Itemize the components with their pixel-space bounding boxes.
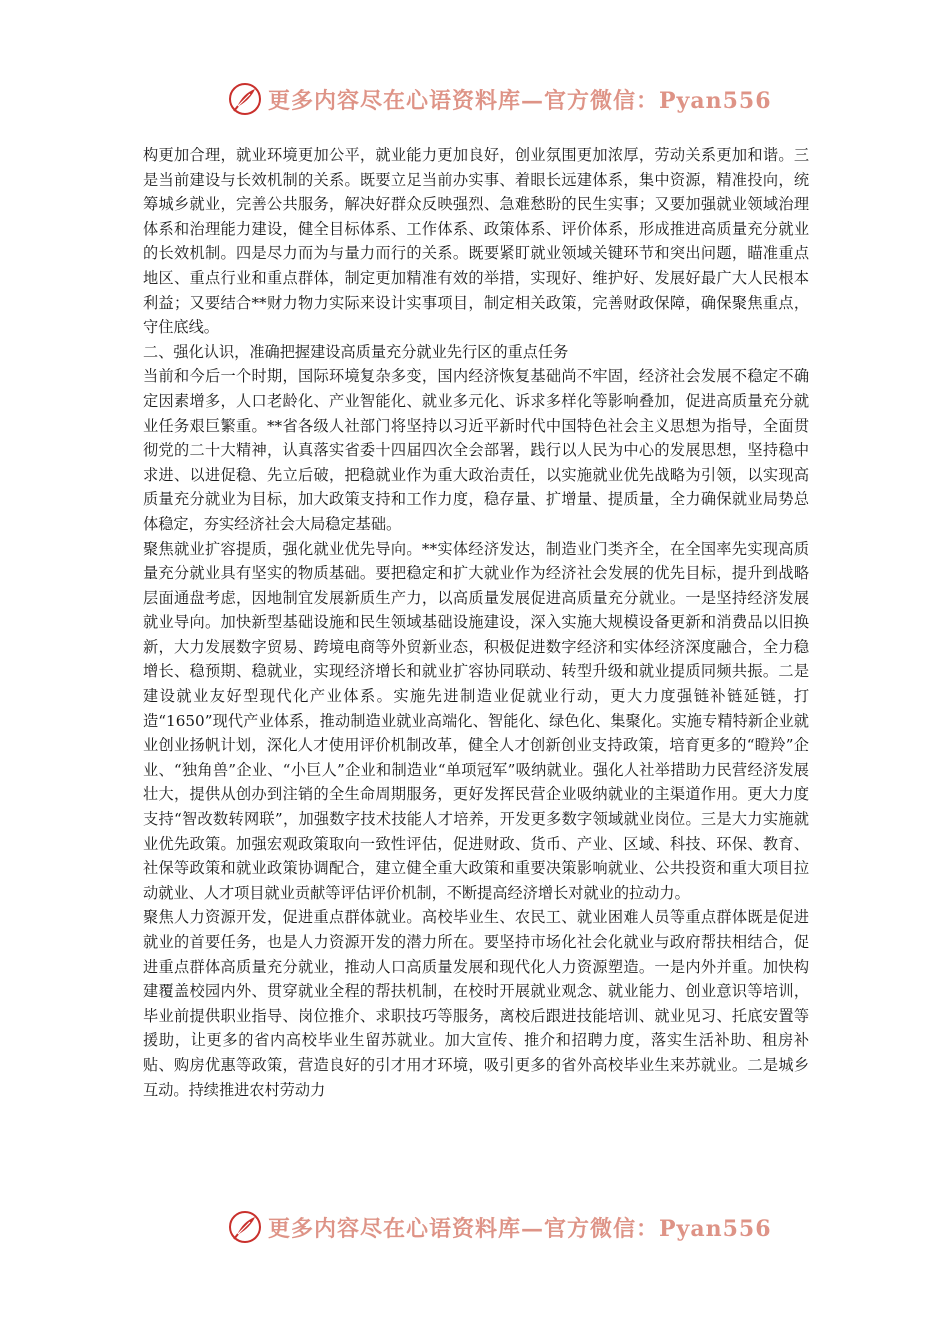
feather-pen-logo-icon [228, 82, 262, 116]
paragraph: 当前和今后一个时期，国际环境复杂多变，国内经济恢复基础尚不牢固，经济社会发展不稳定不确定因素增多，人口老龄化、产业智能化、就业多元化、诉求多样化等影响叠加，促进高质量充分就业任务艰巨繁重。**省各级人社部门将坚持以习近平新时代中国特色社会主义思想为指导，全面贯彻党的二十大精神，认真落实省委十四届四次全会部署，践行以人民为中心的发展思想，坚持稳中求进、以进促稳、先立后破，把稳就业作为重大政治责任，以实施就业优先战略为引领，以实现高质量充分就业为目标，加大政策支持和工作力度，稳存量、扩增量、提质量，全力确保就业局势总体稳定，夯实经济社会大局稳定基础。 [143, 367, 809, 533]
footer-banner [0, 1208, 950, 1248]
header-banner [0, 80, 950, 120]
paragraph: 构更加合理，就业环境更加公平，就业能力更加良好，创业氛围更加浓厚，劳动关系更加和谐。三是当前建设与长效机制的关系。既要立足当前办实事、着眼长远建体系，集中资源，精准投向，统筹城乡就业，完善公共服务，解决好群众反映强烈、急难愁盼的民生实事；又要加强就业领域治理体系和治理能力建设，健全目标体系、工作体系、政策体系、评价体系，形成推进高质量充分就业的长效机制。四是尽力而为与量力而行的关系。既要紧盯就业领域关键环节和突出问题，瞄准重点地区、重点行业和重点群体，制定更加精准有效的举措，实现好、维护好、发展好最广大人民根本利益；又要结合**财力物力实际来设计实事项目，制定相关政策，完善财政保障，确保聚焦重点，守住底线。 [143, 146, 809, 337]
paragraph: 聚焦就业扩容提质，强化就业优先导向。**实体经济发达，制造业门类齐全，在全国率先实现高质量充分就业具有坚实的物质基础。要把稳定和扩大就业作为经济社会发展的优先目标，提升到战略层面通盘考虑，因地制宜发展新质生产力，以高质量发展促进高质量充分就业。一是坚持经济发展就业导向。加快新型基础设施和民生领域基础设施建设，深入实施大规模设备更新和消费品以旧换新，大力发展数字贸易、跨境电商等外贸新业态，积极促进数字经济和实体经济深度融合，全力稳增长、稳预期、稳就业，实现经济增长和就业扩容协同联动、转型升级和就业提质同频共振。二是建设就业友好型现代化产业体系。实施先进制造业促就业行动，更大力度强链补链延链，打造“1650”现代产业体系，推动制造业就业高端化、智能化、绿色化、集聚化。实施专精特新企业就业创业扬帆计划，深化人才使用评价机制改革，健全人才创新创业支持政策，培育更多的“瞪羚”企业、“独角兽”企业、“小巨人”企业和制造业“单项冠军”吸纳就业。强化人社举措助力民营经济发展壮大，提供从创办到注销的全生命周期服务，更好发挥民营企业吸纳就业的主渠道作用。更大力度支持“智改数转网联”，加强数字技术技能人才培养，开发更多数字领域就业岗位。三是大力实施就业优先政策。加强宏观政策取向一致性评估，促进财政、货币、产业、区域、科技、环保、教育、社保等政策和就业政策协调配合，建立健全重大政策和重要决策影响就业、公共投资和重大项目拉动就业、人才项目就业贡献等评估评价机制，不断提高经济增长对就业的拉动力。 [143, 539, 809, 902]
paragraph: 聚焦人力资源开发，促进重点群体就业。高校毕业生、农民工、就业困难人员等重点群体既是促进就业的首要任务，也是人力资源开发的潜力所在。要坚持市场化社会化就业与政府帮扶相结合，促进重点群体高质量充分就业，推动人口高质量发展和现代化人力资源塑造。一是内外并重。加快构建覆盖校园内外、贯穿就业全程的帮扶机制，在校时开展就业观念、就业能力、创业意识等培训，毕业前提供职业指导、岗位推介、求职技巧等服务，离校后跟进技能培训、就业见习、托底安置等援助，让更多的省内高校毕业生留苏就业。加大宣传、推介和招聘力度，落实生活补助、租房补贴、购房优惠等政策，营造良好的引才用才环境，吸引更多的省外高校毕业生来苏就业。二是城乡互动。持续推进农村劳动力 [143, 908, 809, 1099]
header-banner-text: 更多内容尽在心语资料库—官方微信：Pyan556 [268, 88, 772, 114]
document-body [143, 143, 809, 1102]
feather-pen-logo-icon [228, 1210, 262, 1244]
footer-banner-text: 更多内容尽在心语资料库—官方微信：Pyan556 [268, 1216, 772, 1242]
section-heading: 二、强化认识，准确把握建设高质量充分就业先行区的重点任务 [143, 342, 569, 361]
